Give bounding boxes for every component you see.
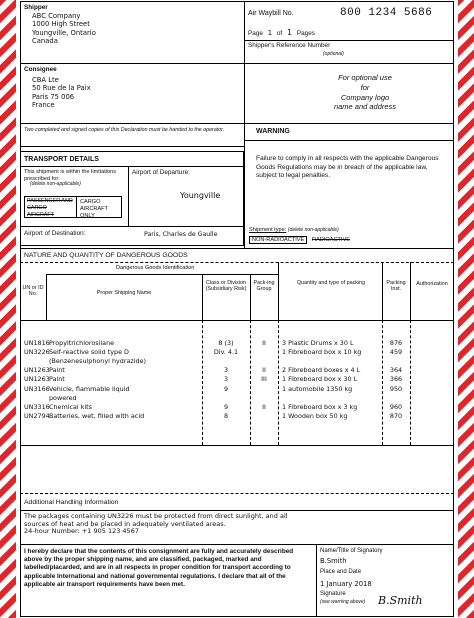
warning-text: Failure to comply in all respects with the applicable Dangerous Goods Regulations may be in breach of the applicable law, subject to legal penalties. bbox=[256, 155, 439, 180]
col-un: UN or ID No. bbox=[22, 285, 44, 298]
row-name: Self-reactive solid type D bbox=[49, 348, 129, 357]
col-inst: Packing Inst. bbox=[386, 280, 406, 293]
non-radioactive-option[interactable]: NON-RADIOACTIVE bbox=[249, 236, 307, 244]
row-un: UN3166 bbox=[24, 384, 50, 393]
shipper-line: Youngville, Ontario bbox=[32, 28, 96, 37]
row-name: Batteries, wet, filled with acid bbox=[49, 411, 145, 420]
destination-value: Paris, Charles de Gaulle bbox=[144, 231, 218, 238]
row-pg: III bbox=[261, 375, 267, 384]
consignee-label: Consignee bbox=[24, 66, 57, 73]
page-counter bbox=[248, 28, 315, 38]
page-word: Page bbox=[248, 30, 263, 37]
signatory-name-label: Name/Title of Signatory bbox=[320, 548, 383, 554]
page-total: 1 bbox=[286, 28, 293, 37]
row-name: Propyltrichlorosilane bbox=[49, 339, 115, 347]
row-pg: II bbox=[262, 339, 266, 347]
handling-line: sources of heat and be placed in adequately ventilated areas. bbox=[24, 519, 226, 528]
transport-label: TRANSPORT DETAILS bbox=[24, 156, 99, 163]
radioactive-option[interactable]: RADIOACTIVE bbox=[312, 237, 350, 243]
row-name: (Benzenesulphonyl hydrazide) bbox=[49, 357, 146, 366]
row-name: Vehicle, flammable liquid bbox=[49, 384, 130, 393]
dg-ident-label: Dangerous Goods Identification bbox=[116, 265, 195, 271]
row-un: UN1816 bbox=[24, 339, 50, 347]
row-qty: 1 Fibreboard box x 10 kg bbox=[282, 348, 362, 357]
row-qty: 1 Fibreboard box x 3 kg bbox=[282, 402, 358, 411]
handling-label: Additional Handling Information bbox=[24, 499, 119, 506]
row-inst: 459 bbox=[389, 348, 403, 357]
limitations-text: This shipment is within the limitations prescribed for: bbox=[24, 169, 117, 182]
row-inst: 364 bbox=[389, 366, 403, 375]
cargo-only-option[interactable]: CARGO AIRCRAFT ONLY bbox=[80, 199, 108, 219]
signature-field[interactable]: B.Smith bbox=[378, 594, 423, 607]
shipper-address bbox=[32, 12, 96, 46]
consignee-line: 50 Rue de la Paix bbox=[32, 84, 91, 93]
row-pg: II bbox=[262, 402, 266, 411]
row-name: Paint bbox=[49, 375, 65, 384]
handling-line: The packages containing UN3226 must be protected from direct sunlight, and all bbox=[24, 512, 288, 520]
row-un: UN2794 bbox=[24, 411, 50, 420]
awb-number: 800 1234 5686 bbox=[340, 7, 433, 19]
row-inst: 960 bbox=[389, 402, 403, 411]
row-inst: 876 bbox=[389, 339, 403, 347]
dangerous-goods-declaration-form bbox=[20, 0, 454, 618]
logo-placeholder: For optional use for Company logo name and address bbox=[333, 73, 397, 112]
row-name: Chemical kits bbox=[49, 402, 92, 411]
limitations-note: (delete non-applicable) bbox=[30, 181, 81, 187]
warning-label: WARNING bbox=[256, 128, 290, 135]
awb-label: Air Waybill No. bbox=[248, 10, 294, 17]
row-class: 8 (3) bbox=[218, 339, 234, 347]
row-inst: 870 bbox=[389, 411, 403, 420]
shipper-label: Shipper bbox=[24, 4, 48, 11]
row-un: UN1263 bbox=[24, 366, 50, 375]
hazard-border-right bbox=[458, 0, 474, 618]
signature-date: 1 January 2018 bbox=[320, 580, 372, 588]
departure-label: Airport of Departure: bbox=[132, 169, 190, 176]
page-number: 1 bbox=[267, 29, 273, 37]
handling-line: 24-hour Number: +1 905 123 4567 bbox=[24, 527, 139, 536]
hazard-border-left bbox=[0, 0, 16, 618]
shipper-line: ABC Company bbox=[32, 12, 81, 20]
row-class: Div. 4.1 bbox=[213, 348, 239, 357]
row-pg: II bbox=[262, 366, 266, 375]
passenger-cargo-option[interactable]: PASSENGER AND CARGO AIRCRAFT bbox=[27, 198, 73, 218]
row-name: Paint bbox=[49, 366, 65, 375]
consignee-line: France bbox=[32, 101, 55, 110]
row-qty: 3 Plastic Drums x 30 L bbox=[282, 339, 354, 347]
copies-note: Two completed and signed copies of this Declaration must be handed to the operator. bbox=[24, 127, 225, 133]
consignee-address bbox=[32, 76, 91, 110]
shipper-line: 1000 High Street bbox=[32, 20, 90, 29]
row-class: 8 bbox=[223, 411, 229, 420]
row-qty: 1 Fibreboard box x 30 L bbox=[282, 375, 358, 384]
col-name: Proper Shipping Name bbox=[96, 290, 152, 296]
row-un: UN1263 bbox=[24, 375, 50, 384]
signature-note: (see warning above) bbox=[320, 599, 366, 605]
row-class: 9 bbox=[223, 402, 229, 411]
col-pg: Pack-ing Group bbox=[253, 280, 275, 293]
row-class: 3 bbox=[223, 375, 229, 384]
row-un: UN3226 bbox=[24, 348, 50, 357]
row-qty: 1 Wooden box 50 kg bbox=[282, 411, 348, 420]
row-name: powered bbox=[49, 393, 77, 402]
shipper-ref-label: Shipper's Reference Number bbox=[248, 42, 331, 49]
row-class: 3 bbox=[223, 366, 229, 375]
row-un: UN3316 bbox=[24, 402, 50, 411]
place-date-label: Place and Date bbox=[320, 569, 362, 575]
row-inst: 366 bbox=[389, 375, 403, 384]
declaration-text: I hereby declare that the contents of this consignment are fully and accurately described above by the proper shipping name, and are classified, packaged, marked and labelled/placarded, and are in all respects in proper condition for transport according to applicable International and national governmental regulations. I declare that all of the applicable air transport requirements have been met. bbox=[24, 548, 294, 588]
shipment-type-label: Shipment type: bbox=[249, 227, 287, 233]
row-class: 9 bbox=[223, 384, 229, 393]
shipper-line: Canada bbox=[32, 37, 58, 46]
row-qty: 2 Fibreboard boxes x 4 L bbox=[282, 366, 361, 375]
col-auth: Authorization bbox=[416, 281, 448, 287]
signatory-name: B.Smith bbox=[320, 557, 347, 565]
nature-label: NATURE AND QUANTITY OF DANGEROUS GOODS bbox=[24, 252, 188, 259]
consignee-line: CBA Lte bbox=[32, 76, 59, 84]
consignee-line: Paris 75 006 bbox=[32, 92, 75, 101]
pages-word: Pages bbox=[296, 30, 315, 37]
col-class: Class or Division (Subsidiary Risk) bbox=[205, 280, 247, 293]
of-word: of bbox=[276, 30, 283, 37]
col-qty: Quantity and type of packing bbox=[296, 280, 366, 286]
signature-label: Signature bbox=[320, 591, 346, 597]
shipment-type-note: (delete non-applicable) bbox=[287, 227, 339, 233]
destination-label: Airport of Destination: bbox=[24, 230, 86, 237]
shipment-type bbox=[249, 227, 339, 233]
handling-text bbox=[24, 513, 288, 536]
row-qty: 1 automobile 1350 kg bbox=[282, 384, 353, 393]
row-inst: 950 bbox=[389, 384, 403, 393]
shipper-ref-note: (optional) bbox=[323, 51, 344, 57]
departure-value: Youngville bbox=[180, 191, 221, 200]
